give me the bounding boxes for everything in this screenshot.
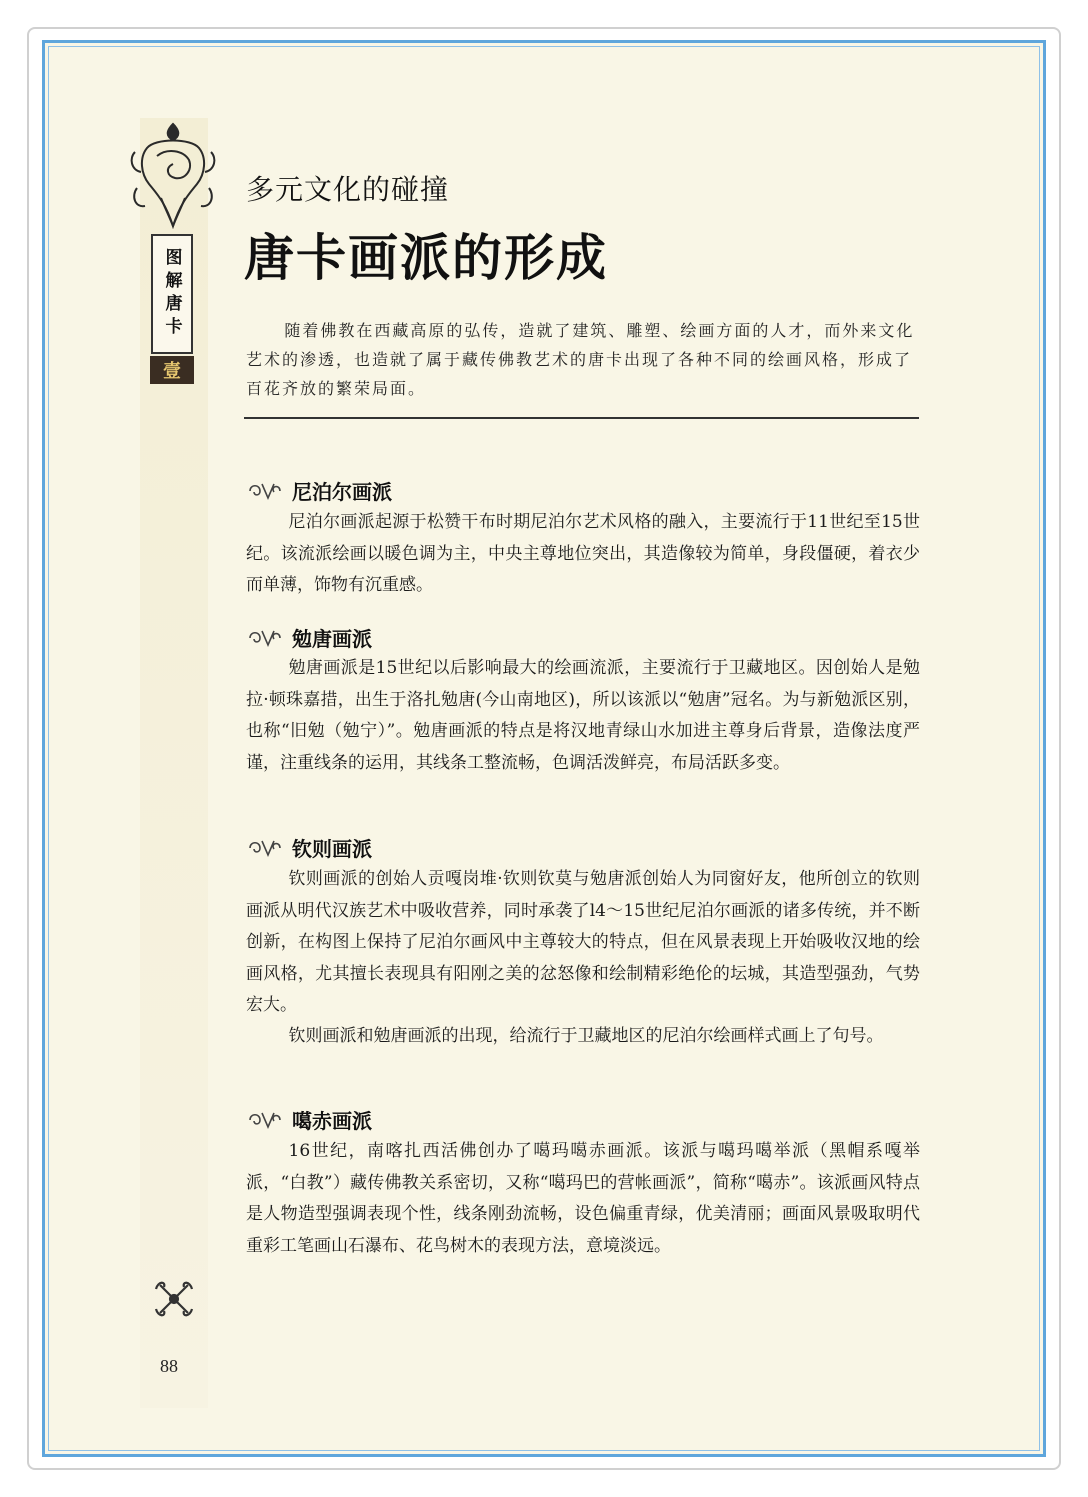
divider <box>244 417 919 419</box>
vertical-label: 图解唐卡 <box>161 248 182 340</box>
scroll-ornament-icon <box>246 480 284 502</box>
scroll-ornament-icon <box>246 627 284 649</box>
page-number: 88 <box>160 1356 178 1376</box>
chapter-mark <box>150 356 194 384</box>
section-paragraph: 钦则画派和勉唐画派的出现，给流行于卫藏地区的尼泊尔绘画样式画上了句号。 <box>288 1026 884 1046</box>
section-paragraph: 尼泊尔画派起源于松赞干布时期尼泊尔艺术风格的融入，主要流行于11世纪至15世纪。该流派绘画以暖色调为主，中央主尊地位突出，其造像较为简单，身段僵硬，着衣少而单薄，饰物有沉重感。 <box>246 512 920 595</box>
chapter-mark-label: 壹 <box>163 361 181 382</box>
section-heading <box>246 623 372 652</box>
section-heading <box>246 476 392 505</box>
section-heading <box>246 833 372 862</box>
page-subtitle: 多元文化的碰撞 <box>246 173 450 206</box>
section-paragraph: 钦则画派的创始人贡嘎岗堆·钦则钦莫与勉唐派创始人为同窗好友，他所创立的钦则画派从明代汉族艺术中吸收营养，同时承袭了l4～15世纪尼泊尔画派的诸多传统，并不断创新，在构图上保持了尼泊尔画风中主尊较大的特点，但在风景表现上开始吸收汉地的绘画风格，尤其擅长表现具有阳刚之美的忿怒像和绘制精彩绝伦的坛城，其造型强劲，气势宏大。 <box>246 869 920 1015</box>
section-heading <box>246 1105 372 1134</box>
scroll-ornament-icon <box>246 837 284 859</box>
intro-paragraph: 随着佛教在西藏高原的弘传，造就了建筑、雕塑、绘画方面的人才，而外来文化艺术的渗透，也造就了属于藏传佛教艺术的唐卡出现了各种不同的绘画风格，形成了百花齐放的繁荣局面。 <box>246 321 915 398</box>
vertical-label-box <box>151 234 193 354</box>
vajra-ornament-icon <box>150 1275 198 1323</box>
scroll-ornament-icon <box>246 1109 284 1131</box>
section-heading-label: 钦则画派 <box>292 837 372 861</box>
section-paragraph: 16世纪，南喀扎西活佛创办了噶玛噶赤画派。该派与噶玛噶举派（黑帽系嘎举派，“白教”）藏传佛教关系密切，又称“噶玛巴的营帐画派”，简称“噶赤”。该派画风特点是人物造型强调表现个性，线条刚劲流畅，设色偏重青绿，优美清丽；画面风景吸取明代重彩工笔画山石瀑布、花鸟树木的表现方法，意境淡远。 <box>246 1141 920 1256</box>
section-paragraph: 勉唐画派是15世纪以后影响最大的绘画流派，主要流行于卫藏地区。因创始人是勉拉·顿珠嘉措，出生于洛扎勉唐(今山南地区)，所以该派以“勉唐”冠名。为与新勉派区别，也称“旧勉（勉宁）”。勉唐画派的特点是将汉地青绿山水加进主尊身后背景，造像法度严谨，注重线条的运用，其线条工整流畅，色调活泼鲜亮，布局活跃多变。 <box>246 658 920 773</box>
conch-ornament-icon <box>127 118 219 234</box>
section-heading-label: 噶赤画派 <box>292 1109 372 1133</box>
page-title: 唐卡画派的形成 <box>244 229 608 287</box>
section-heading-label: 尼泊尔画派 <box>292 480 392 504</box>
section-heading-label: 勉唐画派 <box>292 627 372 651</box>
